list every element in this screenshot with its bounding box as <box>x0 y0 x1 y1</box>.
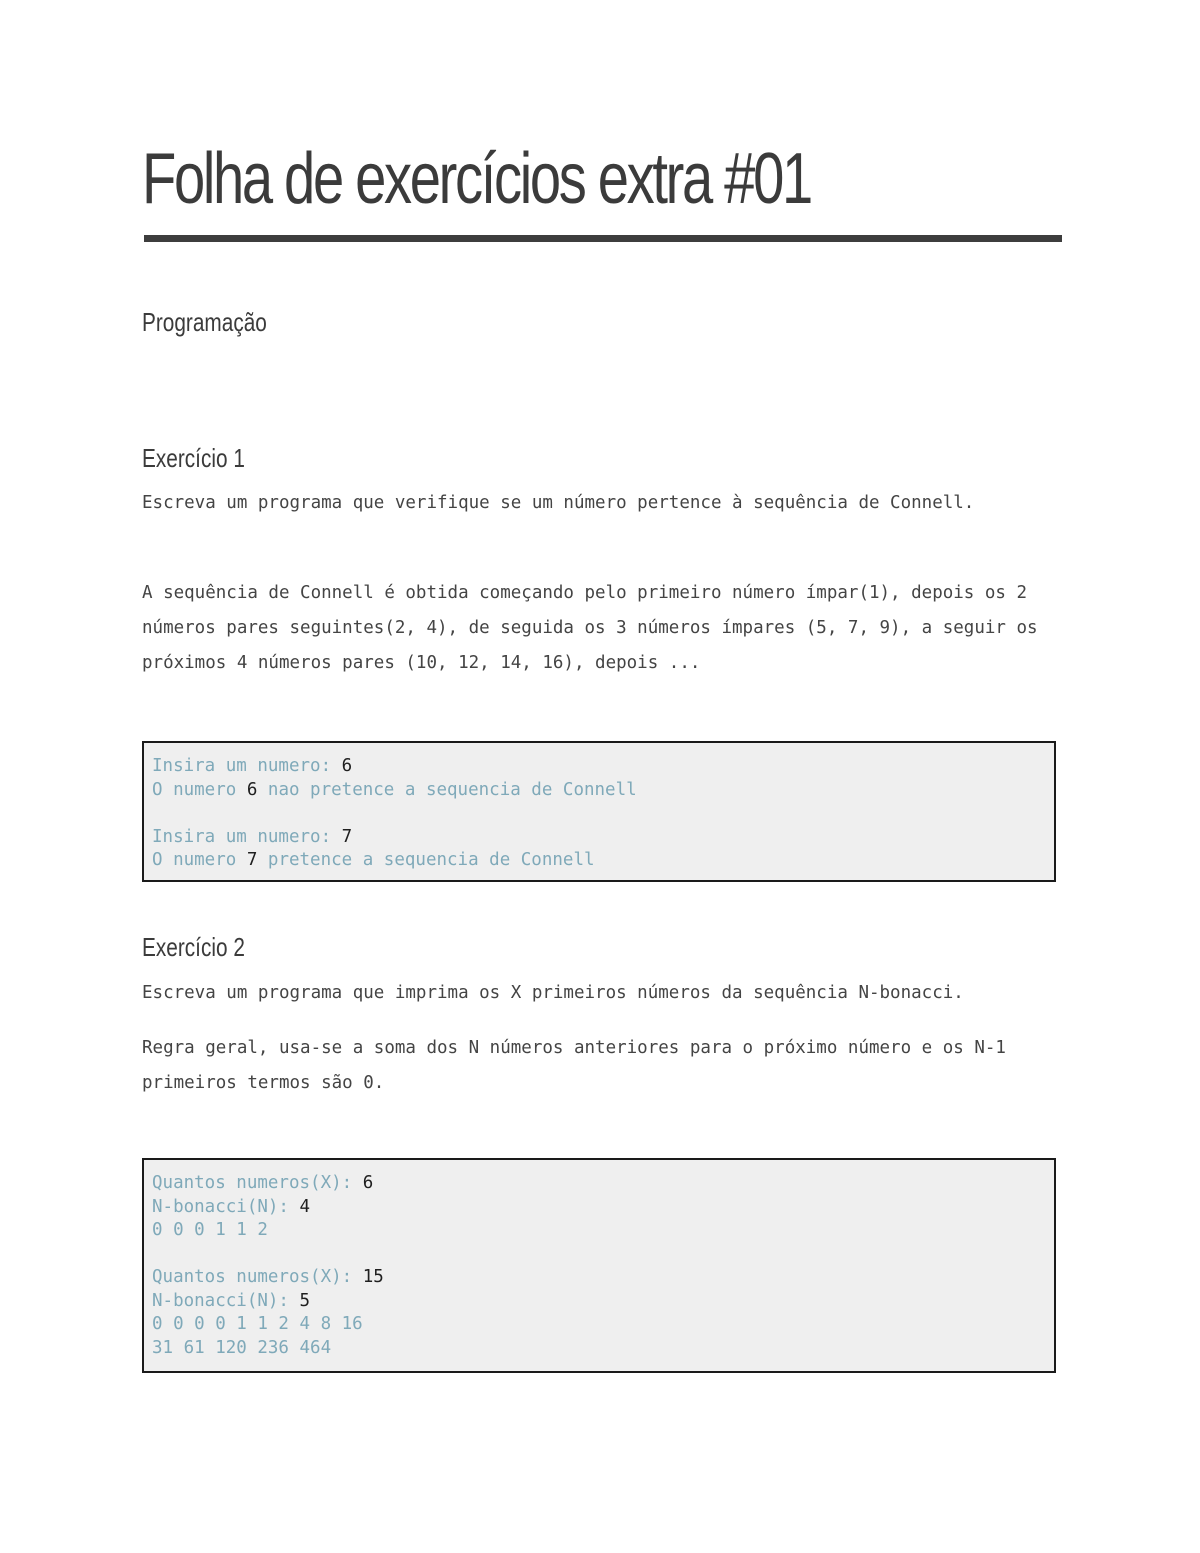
console-prompt: Quantos numeros(X): <box>152 1267 363 1287</box>
exercise-2-statement: Escreva um programa que imprima os X primeiros números da sequência N-bonacci. <box>142 983 964 1003</box>
console-line <box>152 1290 1054 1314</box>
exercise-1-statement: Escreva um programa que verifique se um número pertence à sequência de Connell. <box>142 493 975 513</box>
console-output-text: 0 0 0 1 1 2 <box>152 1220 268 1240</box>
console-line <box>152 1313 1054 1337</box>
title-divider <box>144 235 1062 242</box>
exercise-1-heading: Exercício 1 <box>142 443 245 473</box>
console-line <box>152 1337 1054 1361</box>
console-prompt: Insira um numero: <box>152 756 342 776</box>
document-subtitle: Programação <box>142 307 267 337</box>
document-title: Folha de exercícios extra #01 <box>142 139 811 219</box>
console-line <box>152 755 1054 779</box>
console-line <box>152 1266 1054 1290</box>
console-output-text: pretence a sequencia de Connell <box>257 850 595 870</box>
console-input: 7 <box>341 826 353 847</box>
console-input: 6 <box>362 1173 374 1193</box>
console-line <box>152 1219 1054 1243</box>
console-blank-line <box>152 802 1054 826</box>
console-prompt: N-bonacci(N): <box>152 1196 300 1217</box>
exercise-2-description: Regra geral, usa-se a soma dos N números anteriores para o próximo número e os N-1 primeiros termos são 0. <box>142 1038 1017 1093</box>
console-line <box>152 849 1054 873</box>
console-prompt: N-bonacci(N): <box>152 1290 300 1311</box>
exercise-1-console-output <box>142 741 1056 882</box>
console-input: 15 <box>362 1267 384 1287</box>
console-output-text: O numero <box>152 850 247 870</box>
console-input: 6 <box>341 756 353 776</box>
console-blank-line <box>152 1243 1054 1267</box>
console-output-text: 31 61 120 236 464 <box>152 1337 332 1358</box>
exercise-1-description: A sequência de Connell é obtida começando pelo primeiro número ímpar(1), depois os 2 números pares seguintes(2, 4), de seguida os 3 números ímpares (5, 7, 9), a seguir os próximos 4 números pares (10, 12, 14, 16), depois ... <box>142 583 1049 673</box>
console-input: 5 <box>299 1290 311 1311</box>
console-output-text: 0 0 0 0 1 1 2 4 8 16 <box>152 1314 363 1334</box>
console-input: 4 <box>299 1196 311 1217</box>
console-output-text: O numero <box>152 779 247 800</box>
console-line <box>152 1196 1054 1220</box>
console-prompt: Insira um numero: <box>152 826 342 847</box>
console-input: 6 <box>246 779 258 800</box>
console-line <box>152 779 1054 803</box>
console-input: 7 <box>246 850 258 870</box>
console-prompt: Quantos numeros(X): <box>152 1173 363 1193</box>
exercise-2-console-output <box>142 1158 1056 1373</box>
console-line <box>152 1172 1054 1196</box>
console-line <box>152 826 1054 850</box>
exercise-2-heading: Exercício 2 <box>142 932 245 962</box>
console-output-text: nao pretence a sequencia de Connell <box>257 779 637 800</box>
